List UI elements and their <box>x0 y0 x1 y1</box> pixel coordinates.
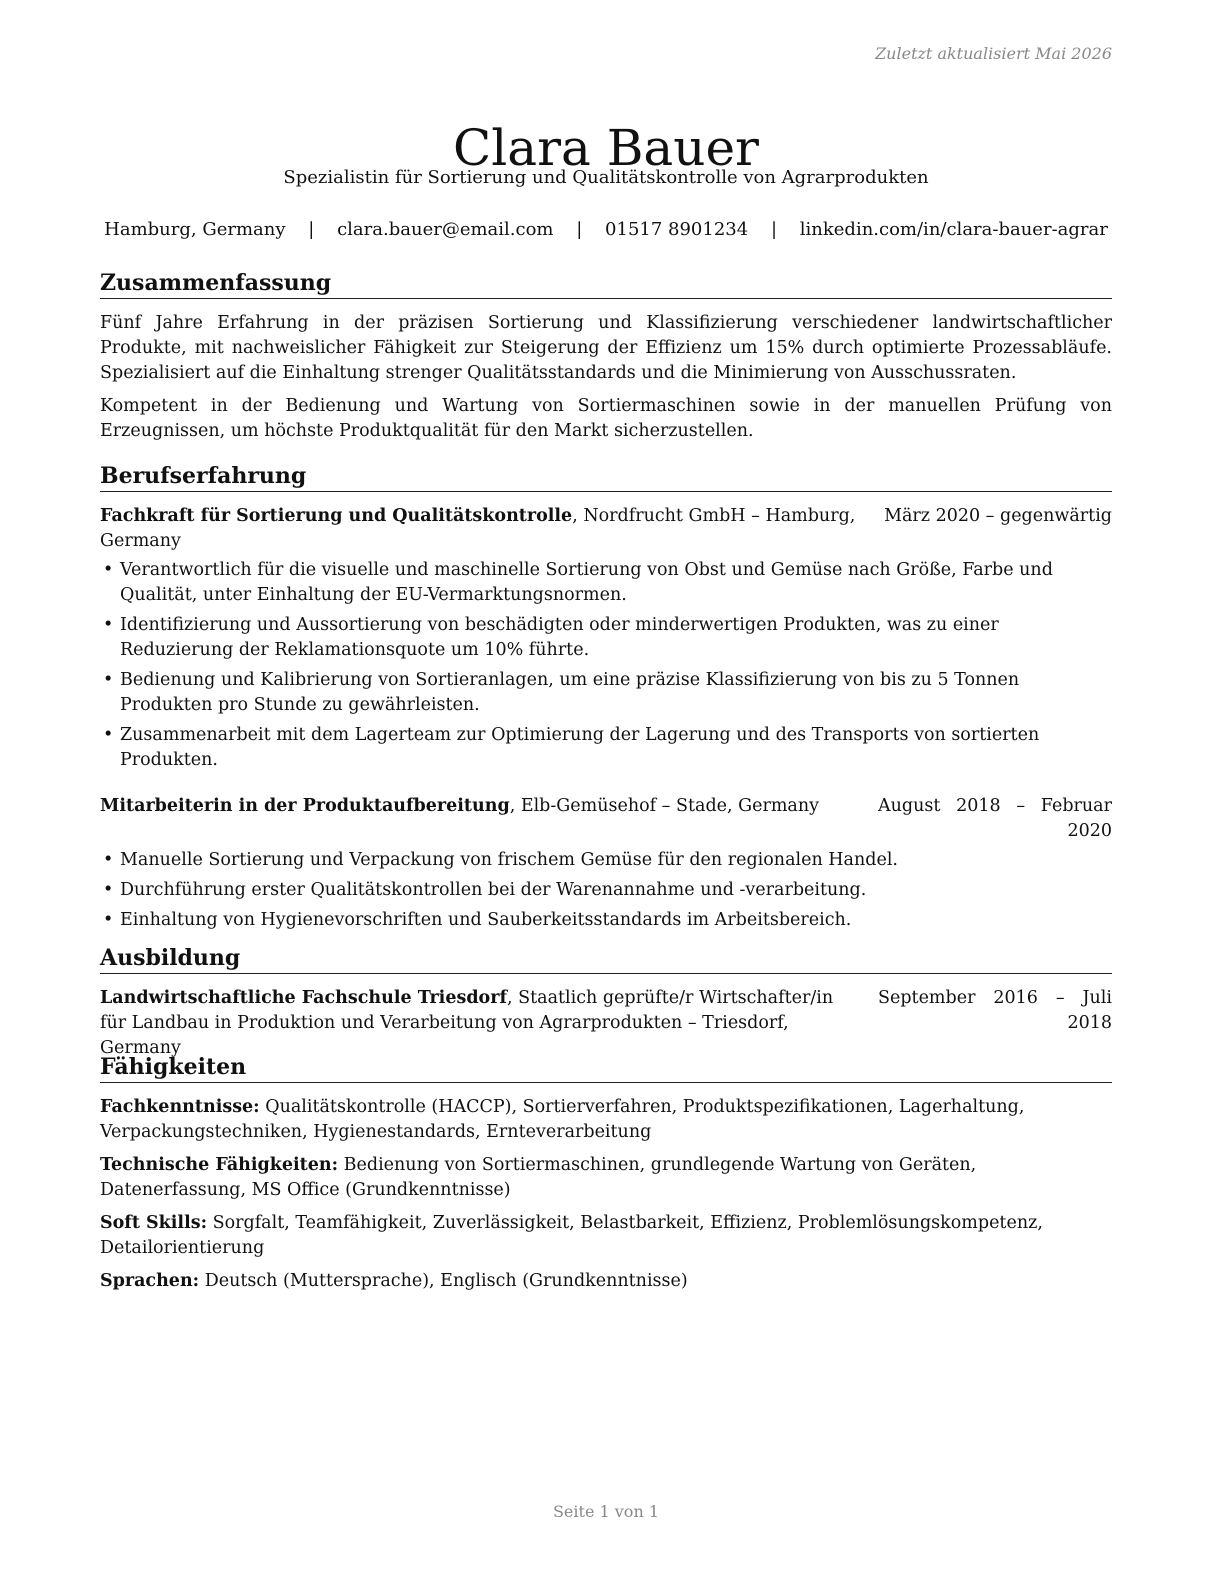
candidate-name: Clara Bauer <box>453 118 759 177</box>
resume-page <box>100 0 1112 1584</box>
job-bullets <box>100 558 1112 773</box>
bullet-icon: • <box>103 880 114 901</box>
section-heading-experience: Berufserfahrung <box>100 463 1112 492</box>
bullet-icon: • <box>103 910 114 931</box>
bullet-text: Bedienung und Kalibrierung von Sortieranlagen, um eine präzise Klassifizierung von bis zu 5 Tonnen Produkten pro Stunde zu gewährleisten. <box>120 670 1020 716</box>
contact-separator: | <box>308 219 315 240</box>
list-item <box>100 558 1112 608</box>
education-school: Landwirtschaftliche Fachschule Triesdorf <box>100 988 507 1009</box>
bullet-icon: • <box>103 850 114 871</box>
job-title-line <box>100 794 878 819</box>
job-dates: März 2020 – gegenwärtig <box>884 506 1112 527</box>
job-dates: August 2018 – Februar 2020 <box>878 796 1112 842</box>
job-title-line <box>100 504 884 554</box>
candidate-headline: Spezialistin für Sortierung und Qualitätskontrolle von Agrarprodukten <box>283 167 929 188</box>
contact-separator: | <box>770 219 778 240</box>
job-title: Fachkraft für Sortierung und Qualitätskontrolle <box>100 506 573 527</box>
skill-text: Qualitätskontrolle (HACCP), Sortierverfahren, Produktspezifikationen, Lagerhaltung, Verpackungstechniken, Hygienestandards, Ernteverarbeitung <box>100 1097 1025 1143</box>
summary-section <box>100 270 1112 452</box>
skill-label: Sprachen: <box>100 1271 200 1292</box>
bullet-icon: • <box>103 560 114 581</box>
job-title: Mitarbeiterin in der Produktaufbereitung <box>100 796 510 817</box>
education-title-line <box>100 986 878 1061</box>
summary-paragraph: Fünf Jahre Erfahrung in der präzisen Sortierung und Klassifizierung verschiedener landwirtschaftlicher Produkte, mit nachweislicher Fähigkeit zur Steigerung der Effizienz um 15% durch optimierte Prozessabläufe. Spezialisiert auf die Einhaltung strenger Qualitätsstandards und die Minimierung von Ausschussraten. <box>100 313 1112 384</box>
skill-label: Fachkenntnisse: <box>100 1097 260 1118</box>
bullet-icon: • <box>103 670 114 691</box>
list-item <box>100 848 1112 873</box>
skill-line <box>100 1269 1112 1294</box>
bullet-text: Durchführung erster Qualitätskontrollen bei der Warenannahme und -verarbeitung. <box>120 880 867 901</box>
list-item <box>100 878 1112 903</box>
list-item <box>100 723 1112 773</box>
contact-linkedin[interactable]: linkedin.com/in/clara-bauer-agrar <box>799 219 1108 240</box>
skill-text: Sorgfalt, Teamfähigkeit, Zuverlässigkeit, Belastbarkeit, Effizienz, Problemlösungskompetenz, Detailorientierung <box>100 1213 1043 1259</box>
skill-line <box>100 1211 1112 1261</box>
bullet-text: Einhaltung von Hygienevorschriften und Sauberkeitsstandards im Arbeitsbereich. <box>120 910 852 931</box>
bullet-text: Manuelle Sortierung und Verpackung von frischem Gemüse für den regionalen Handel. <box>120 850 898 871</box>
summary-paragraph: Kompetent in der Bedienung und Wartung von Sortiermaschinen sowie in der manuellen Prüfung von Erzeugnissen, um höchste Produktqualität für den Markt sicherzustellen. <box>100 396 1112 442</box>
job-header <box>100 794 1112 844</box>
skill-line <box>100 1095 1112 1145</box>
list-item <box>100 613 1112 663</box>
job-entry <box>100 794 1112 933</box>
contact-location: Hamburg, Germany <box>104 219 286 240</box>
bullet-icon: • <box>103 725 114 746</box>
education-entry <box>100 986 1112 1061</box>
education-section <box>100 945 1112 1061</box>
skill-line <box>100 1153 1112 1203</box>
section-heading-education: Ausbildung <box>100 945 1112 974</box>
job-bullets <box>100 848 1112 933</box>
job-organization: , Nordfrucht GmbH – Hamburg, Germany <box>100 506 856 552</box>
education-dates: September 2016 – Juli 2018 <box>878 988 1112 1034</box>
last-updated-note: Zuletzt aktualisiert Mai 2026 <box>875 44 1112 63</box>
skills-section <box>100 1054 1112 1302</box>
bullet-text: Identifizierung und Aussortierung von beschädigten oder minderwertigen Produkten, was zu einer Reduzierung der Reklamationsquote um 10% führte. <box>120 615 999 661</box>
page-number: Seite 1 von 1 <box>552 1502 660 1521</box>
section-heading-skills: Fähigkeiten <box>100 1054 1112 1083</box>
job-organization: , Elb-Gemüsehof – Stade, Germany <box>509 796 820 817</box>
contact-email[interactable]: clara.bauer@email.com <box>337 219 554 240</box>
contact-line <box>100 219 1112 240</box>
list-item <box>100 908 1112 933</box>
contact-separator: | <box>576 219 583 240</box>
skill-text: Bedienung von Sortiermaschinen, grundlegende Wartung von Geräten, Datenerfassung, MS Office (Grundkenntnisse) <box>100 1155 977 1201</box>
job-entry <box>100 504 1112 773</box>
skill-label: Soft Skills: <box>100 1213 208 1234</box>
bullet-text: Zusammenarbeit mit dem Lagerteam zur Optimierung der Lagerung und des Transports von sortierten Produkten. <box>120 725 1040 771</box>
skill-text: Deutsch (Muttersprache), Englisch (Grundkenntnisse) <box>199 1271 688 1292</box>
job-header <box>100 504 1112 554</box>
bullet-text: Verantwortlich für die visuelle und maschinelle Sortierung von Obst und Gemüse nach Größe, Farbe und Qualität, unter Einhaltung der EU-Vermarktungsnormen. <box>120 560 1053 606</box>
bullet-icon: • <box>103 615 114 636</box>
education-detail: , Staatlich geprüfte/r Wirtschafter/in für Landbau in Produktion und Verarbeitung von Agrarprodukten – Triesdorf, Germany <box>100 988 834 1059</box>
list-item <box>100 668 1112 718</box>
experience-section <box>100 463 1112 938</box>
skill-label: Technische Fähigkeiten: <box>100 1155 339 1176</box>
contact-phone: 01517 8901234 <box>605 219 749 240</box>
section-heading-summary: Zusammenfassung <box>100 270 1112 299</box>
